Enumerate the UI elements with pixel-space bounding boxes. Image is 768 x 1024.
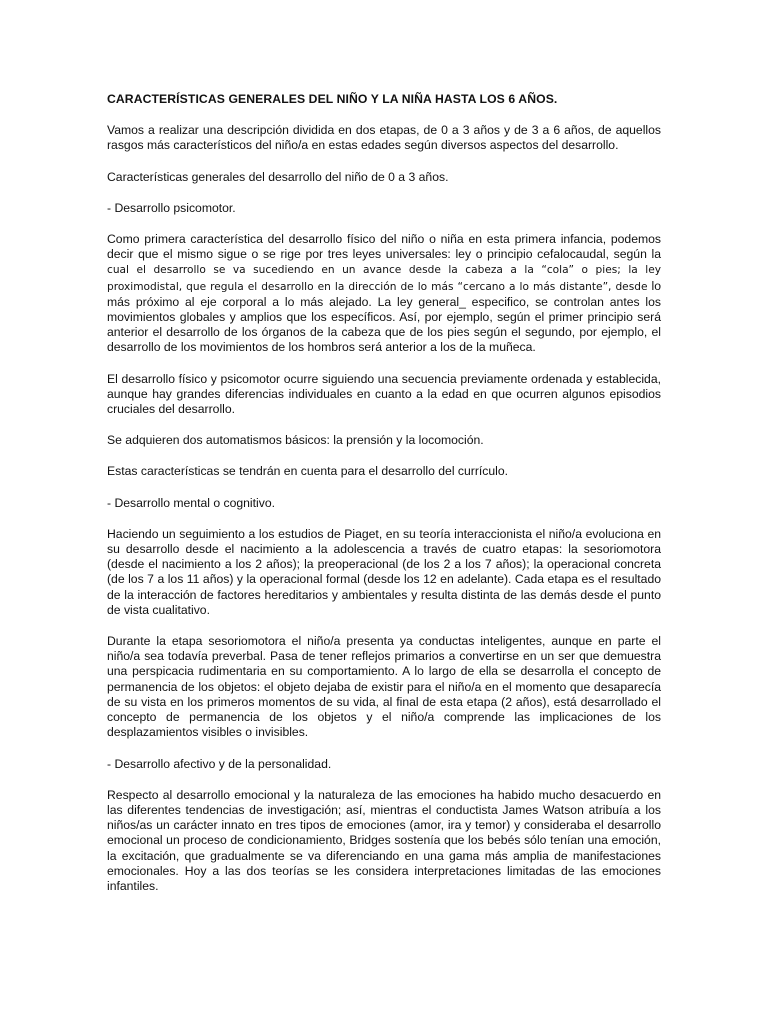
paragraph-desarrollo-fisico: El desarrollo físico y psicomotor ocurre siguiendo una secuencia previamente ordenada y establecida, aunque hay grandes diferencias individuales en cuanto a la edad en que ocurren algunos episodios cruciales del desarrollo. — [107, 371, 661, 417]
document-body — [107, 92, 661, 910]
paragraph-emociones: Respecto al desarrollo emocional y la naturaleza de las emociones ha habido mucho desacuerdo en las diferentes tendencias de investigación; así, mientras el conductista James Watson atribuía a los niños/as un carácter innato en tres tipos de emociones (amor, ira y temor) y consideraba el desarrollo emocional un proceso de condicionamiento, Bridges sostenía que los bebés sólo tenían una emoción, la excitación, que gradualmente se va diferenciando en una gama más amplia de manifestaciones emocionales. Hoy a las dos teorías se les considera interpretaciones limitadas de las emociones infantiles. — [107, 787, 661, 893]
heading-desarrollo-afectivo: - Desarrollo afectivo y de la personalidad. — [107, 756, 332, 771]
intro-paragraph: Vamos a realizar una descripción dividida en dos etapas, de 0 a 3 años y de 3 a 6 años, de aquellos rasgos más característicos del niño/a en estas edades según diversos aspectos del desarrollo. — [107, 123, 661, 153]
paragraph-leyes-desarrollo — [107, 232, 661, 356]
section-subtitle-0-3: Características generales del desarrollo del niño de 0 a 3 años. — [107, 169, 449, 184]
heading-desarrollo-mental: - Desarrollo mental o cognitivo. — [107, 495, 275, 510]
paragraph-leyes-part-b: cual el desarrollo se va sucediendo en un avance desde la cabeza a la “cola” o pies; la ley proximodistal, que regula el desarrollo en la dirección de lo más “cercano a lo más distante”, desde — [107, 264, 661, 293]
paragraph-automatismos: Se adquieren dos automatismos básicos: la prensión y la locomoción. — [107, 433, 484, 448]
heading-desarrollo-psicomotor: - Desarrollo psicomotor. — [107, 200, 236, 215]
paragraph-piaget: Haciendo un seguimiento a los estudios de Piaget, en su teoría interaccionista el niño/a evoluciona en su desarrollo desde el nacimiento a la adolescencia a través de cuatro etapas: la sesoriomotora (desde el nacimiento a los 2 años); la preoperacional (de los 2 a los 7 años); la operacional concreta (de los 7 a los 11 años) y la operacional formal (desde los 12 en adelante). Cada etapa es el resultado de la interacción de factores hereditarios y ambientales y resulta distinta de las demás desde el punto de vista cualitativo. — [107, 526, 661, 617]
paragraph-sesoriomotora: Durante la etapa sesoriomotora el niño/a presenta ya conductas inteligentes, aunque en parte el niño/a sea todavía preverbal. Pasa de tener reflejos primarios a convertirse en un ser que demuestra una perspicacia rudimentaria en su comportamiento. A lo largo de ella se desarrolla el concepto de permanencia de los objetos: el objeto dejaba de existir para el niño/a en el momento que desaparecía de su vista en los primeros momentos de su vida, al final de esta etapa (2 años), está desarrollado el concepto de permanencia de los objetos y el niño/a comprende las implicaciones de los desplazamientos visibles o invisibles. — [107, 634, 661, 740]
paragraph-curriculo: Estas características se tendrán en cuenta para el desarrollo del currículo. — [107, 464, 509, 479]
paragraph-leyes-part-a: Como primera característica del desarrollo físico del niño o niña en esta primera infancia, podemos decir que el mismo sigue o se rige por tres leyes universales: ley o principio cefalocaudal, según la — [107, 232, 661, 262]
document-title: CARACTERÍSTICAS GENERALES DEL NIÑO Y LA NIÑA HASTA LOS 6 AÑOS. — [107, 92, 558, 106]
paragraph-leyes-part-c: lo más próximo al eje corporal a lo más alejado. La ley general_ especifico, se controlan antes los movimientos globales y amplios que los específicos. Así, por ejemplo, según el primer principio será anterior el desarrollo de los órganos de la cabeza que de los pies según el segundo, por ejemplo, el desarrollo de los movimientos de los hombros será anterior a los de la muñeca. — [107, 278, 661, 355]
